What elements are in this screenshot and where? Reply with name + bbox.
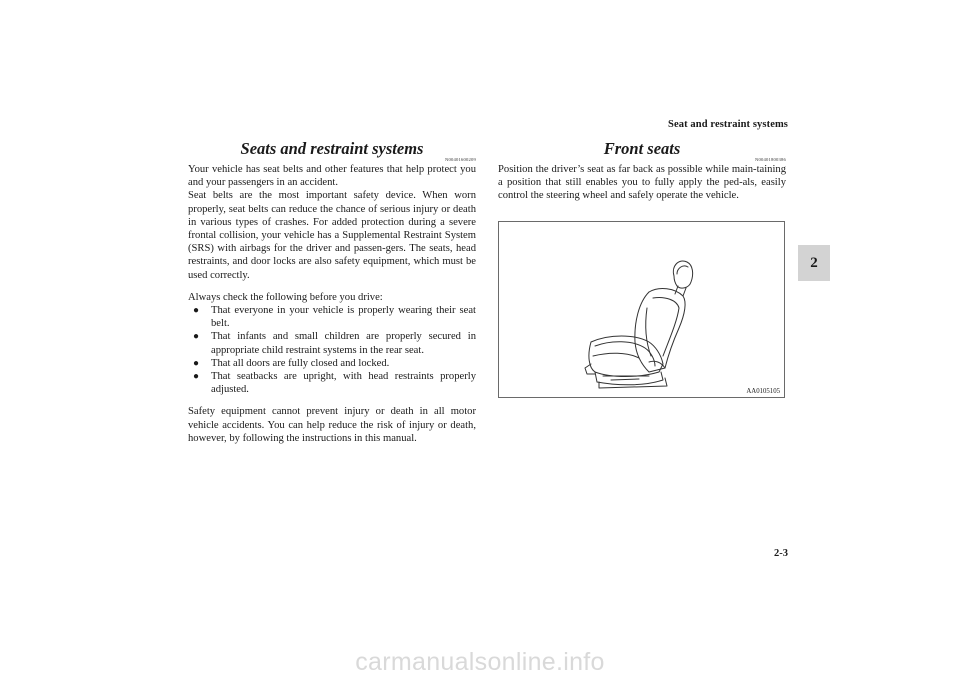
bullet-icon: ●	[193, 305, 200, 317]
figure-code: AA0105105	[746, 388, 780, 395]
list-item	[188, 330, 476, 356]
section-code: N00401800386	[755, 157, 786, 162]
paragraph: Always check the following before you drive:	[188, 291, 383, 303]
paragraph: Position the driver’s seat as far back as possible while main-taining a position that still enables you to fully apply the ped-als, easily control the steering wheel and safely operate the vehicle.	[498, 164, 786, 202]
running-header: Seat and restraint systems	[668, 119, 788, 130]
list-item-text: That everyone in your vehicle is properly wearing their seat belt.	[211, 305, 476, 330]
list-item-text: That seatbacks are upright, with head restraints properly adjusted.	[211, 371, 476, 396]
chapter-number: 2	[810, 254, 818, 271]
section-code: N00401600209	[445, 157, 476, 162]
seat-icon	[499, 222, 784, 397]
page-number: 2-3	[774, 548, 788, 559]
seat-illustration-figure	[498, 221, 785, 398]
right-column-body	[498, 163, 786, 203]
bullet-icon: ●	[193, 331, 200, 343]
section-title-seats-restraint: Seats and restraint systems	[240, 139, 424, 158]
bullet-icon: ●	[193, 371, 200, 383]
paragraph: Safety equipment cannot prevent injury or death in all motor vehicle accidents. You can help reduce the risk of injury or death, however, by following the instructions in this manual.	[188, 406, 476, 444]
list-item-text: That infants and small children are properly secured in appropriate child restraint systems in the rear seat.	[211, 331, 476, 356]
list-item	[188, 304, 476, 330]
watermark: carmanualsonline.info	[355, 648, 605, 676]
list-item	[188, 357, 476, 370]
list-item	[188, 370, 476, 396]
checklist	[188, 304, 476, 396]
bullet-icon: ●	[193, 357, 200, 369]
list-item-text: That all doors are fully closed and locked.	[211, 357, 390, 369]
paragraph: Your vehicle has seat belts and other features that help protect you and your passengers in an accident.	[188, 164, 476, 189]
left-column-body	[188, 163, 476, 445]
section-title-front-seats: Front seats	[603, 139, 681, 158]
paragraph: Seat belts are the most important safety device. When worn properly, seat belts can reduce the chance of serious injury or death in various types of crashes. For added protection during a severe frontal collision, your vehicle has a Supplemental Restraint System (SRS) with airbags for the driver and passen-gers. The seats, head restraints, and door locks are also safety equipment, which must be used correctly.	[188, 190, 476, 281]
chapter-tab	[798, 245, 830, 281]
